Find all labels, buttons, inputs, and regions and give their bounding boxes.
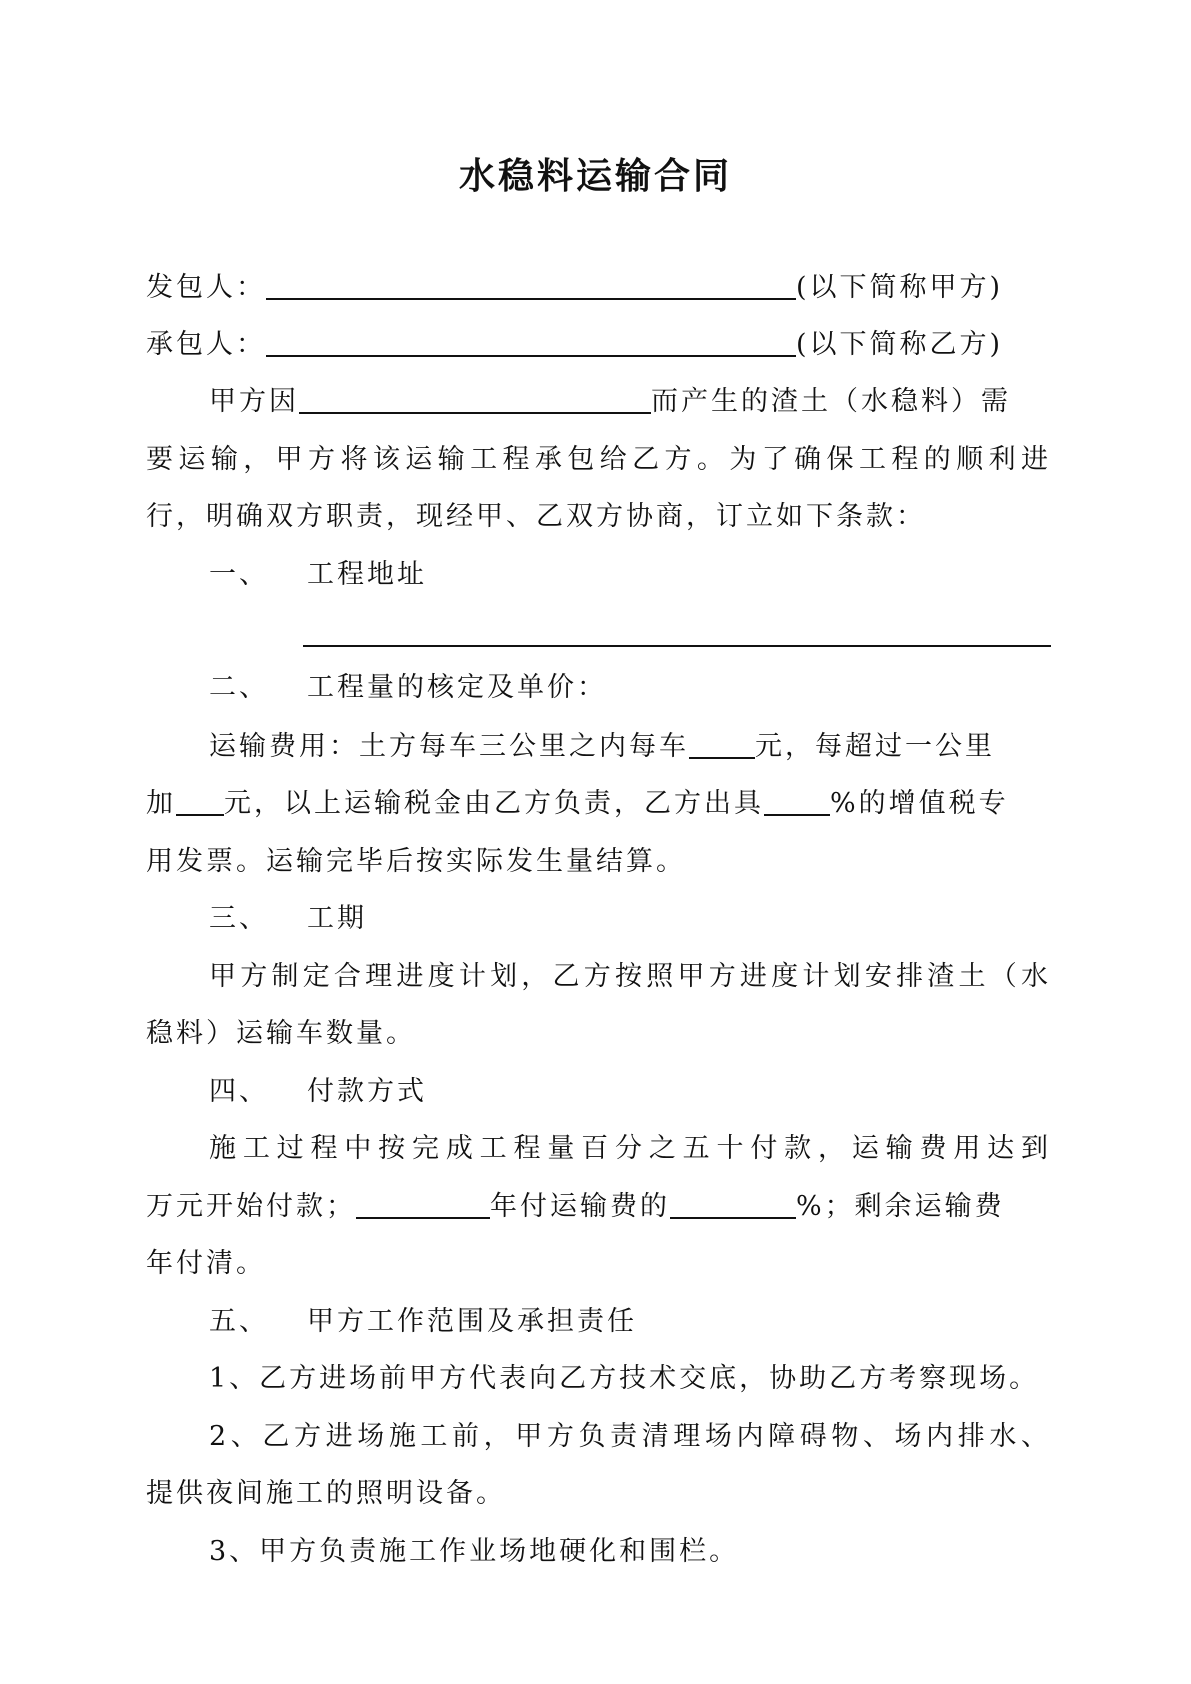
party-a-suffix: (以下简称甲方) — [796, 272, 1004, 303]
payment-percent-blank — [670, 1187, 796, 1219]
section-2-line-2 — [146, 784, 1051, 824]
party-b-blank — [266, 325, 796, 357]
tax-text-cont: %的增值税专 — [830, 788, 1009, 819]
intro-line-3: 行，明确双方职责，现经甲、乙双方协商，订立如下条款： — [146, 501, 926, 532]
payment-year-blank — [356, 1187, 490, 1219]
section-3-line-2: 稳料）运输车数量。 — [146, 1018, 416, 1049]
section-4-title: 付款方式 — [307, 1076, 427, 1107]
party-a-blank — [266, 268, 796, 300]
section-3-title: 工期 — [307, 903, 367, 934]
section-3-line-1: 甲方制定合理进度计划，乙方按照甲方进度计划安排渣土（水 — [209, 961, 1051, 992]
section-2-number: 二、 — [209, 672, 269, 703]
section-4-line-3: 年付清。 — [146, 1248, 266, 1279]
project-name-blank — [299, 382, 651, 414]
section-1-number: 一、 — [209, 559, 269, 590]
section-5-item-2-cont: 提供夜间施工的照明设备。 — [146, 1478, 506, 1509]
section-3-number: 三、 — [209, 903, 269, 934]
payment-start-text: 万元开始付款； — [146, 1191, 356, 1222]
section-5-item-2: 2、乙方进场施工前，甲方负责清理场内障碍物、场内排水、 — [209, 1421, 1051, 1452]
section-5-heading — [209, 1302, 1051, 1342]
section-4-heading — [209, 1072, 1051, 1112]
intro-line-2: 要运输，甲方将该运输工程承包给乙方。为了确保工程的顺利进 — [146, 444, 1051, 475]
intro-lead: 甲方因 — [209, 386, 299, 417]
section-1-title: 工程地址 — [307, 559, 427, 590]
section-5-title: 甲方工作范围及承担责任 — [307, 1306, 637, 1337]
party-a-label: 发包人： — [146, 272, 266, 303]
section-5-item-1: 1、乙方进场前甲方代表向乙方技术交底，协助乙方考察现场。 — [209, 1363, 1040, 1394]
rate-per-truck-blank — [689, 727, 755, 759]
intro-line-1 — [209, 382, 1051, 422]
page-title: 水稳料运输合同 — [458, 156, 732, 197]
section-4-number: 四、 — [209, 1076, 269, 1107]
section-1-heading — [209, 555, 1051, 595]
party-b-suffix: (以下简称乙方) — [796, 329, 1004, 360]
section-2-title: 工程量的核定及单价： — [307, 672, 607, 703]
section-5-item-3: 3、甲方负责施工作业场地硬化和围栏。 — [209, 1536, 740, 1567]
intro-cont: 而产生的渣土（水稳料）需 — [651, 386, 1011, 417]
party-b-line — [146, 325, 1051, 365]
party-b-label: 承包人： — [146, 329, 266, 360]
section-4-line-2 — [146, 1187, 1051, 1227]
section-4-line-1: 施工过程中按完成工程量百分之五十付款，运输费用达到 — [209, 1133, 1051, 1164]
section-2-line-3: 用发票。运输完毕后按实际发生量结算。 — [146, 846, 686, 877]
address-blank-line — [303, 645, 1051, 647]
section-3-heading — [209, 899, 1051, 939]
party-a-line — [146, 268, 1051, 308]
rate-text: 运输费用：土方每车三公里之内每车 — [209, 731, 689, 762]
section-5-number: 五、 — [209, 1306, 269, 1337]
rate-text-cont: 元，每超过一公里 — [755, 731, 995, 762]
extra-km-text: 加 — [146, 788, 176, 819]
section-2-heading — [209, 668, 1051, 708]
remaining-text: %；剩余运输费 — [796, 1191, 1005, 1222]
vat-rate-blank — [764, 784, 830, 816]
extra-km-rate-blank — [176, 784, 224, 816]
section-2-line-1 — [209, 727, 1051, 767]
tax-text: 元，以上运输税金由乙方负责，乙方出具 — [224, 788, 764, 819]
payment-share-text: 年付运输费的 — [490, 1191, 670, 1222]
